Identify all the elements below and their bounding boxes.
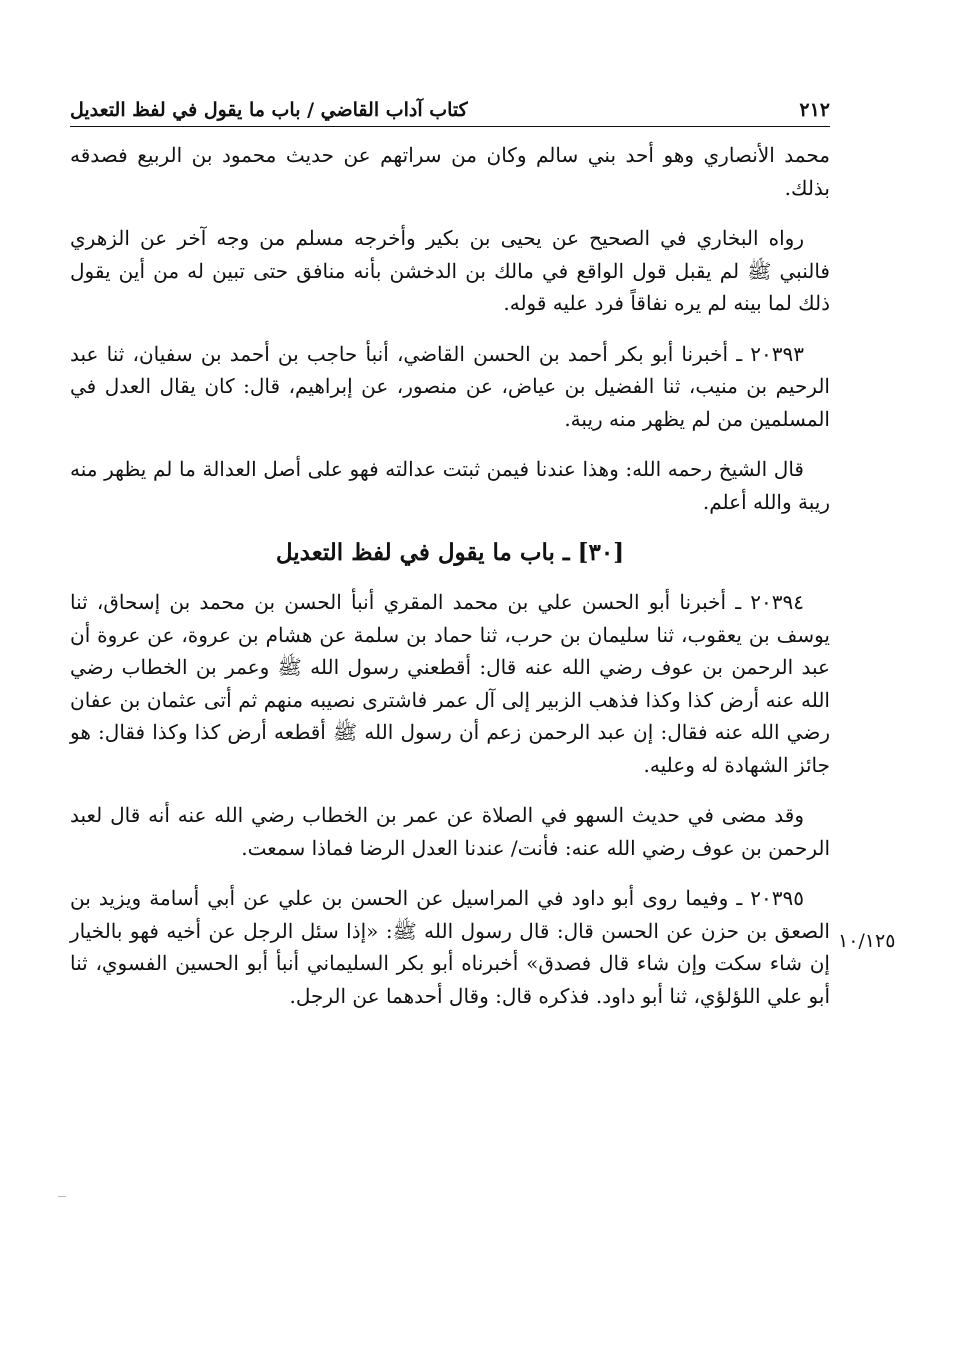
running-title: كتاب آداب القاضي / باب ما يقول في لفظ التعديل: [70, 99, 468, 121]
running-header: [70, 88, 830, 127]
hadith-20394: ٢٠٣٩٤ ـ أخبرنا أبو الحسن علي بن محمد المقري أنبأ الحسن بن محمد بن إسحاق، ثنا يوسف بن يعقوب، ثنا سليمان بن حرب، ثنا حماد بن سلمة عن هشام بن عروة، عن عروة أن عبد الرحمن بن عوف رضي الله عنه قال: أقطعني رسول الله ﷺ وعمر بن الخطاب رضي الله عنه أرض كذا وكذا فذهب الزبير إلى آل عمر فاشترى نصيبه منهم ثم أتى عثمان بن عفان رضي الله عنه فقال: إن عبد الرحمن زعم أن رسول الله ﷺ أقطعه أرض كذا وكذا فقال: هو جائز الشهادة له وعليه.: [70, 590, 830, 777]
hadith-20395: ٢٠٣٩٥ ـ وفيما روى أبو داود في المراسيل عن الحسن بن علي عن أبي أسامة ويزيد بن الصعق بن حزن عن الحسن قال: قال رسول الله ﷺ: «إذا سئل الرجل عن أخيه فهو بالخيار إن شاء سكت وإن شاء قال فصدق» أخبرناه أبو بكر السليماني أنبأ أبو الحسين الفسوي، ثنا أبو علي اللؤلؤي، ثنا أبو داود. فذكره قال: وقال أحدهما عن الرجل.: [70, 886, 830, 1008]
section-heading: [٣٠] ـ باب ما يقول في لفظ التعديل: [275, 539, 625, 566]
margin-reference: ١٠/١٢٥: [838, 930, 896, 952]
page-body: [70, 88, 830, 1030]
paragraph-continuation: محمد الأنصاري وهو أحد بني سالم وكان من سراتهم عن حديث محمود بن الربيع فصدقه بذلك.: [70, 143, 830, 200]
paragraph-sahw: وقد مضى في حديث السهو في الصلاة عن عمر بن الخطاب رضي الله عنه أنه قال لعبد الرحمن بن عوف رضي الله عنه: فأنت/ عندنا العدل الرضا فماذا سمعت.: [70, 803, 830, 860]
hadith-20393: ٢٠٣٩٣ ـ أخبرنا أبو بكر أحمد بن الحسن القاضي، أنبأ حاجب بن أحمد بن سفيان، ثنا عبد الرحيم بن منيب، ثنا الفضيل بن عياض، عن منصور، عن إبراهيم، قال: كان يقال العدل في المسلمين من لم يظهر منه ريبة.: [70, 341, 830, 431]
page-number: ٢١٢: [799, 99, 830, 121]
paragraph-shaykh: قال الشيخ رحمه الله: وهذا عندنا فيمن ثبتت عدالته فهو على أصل العدالة ما لم يظهر منه ريبة والله أعلم.: [70, 457, 830, 514]
margin-tick: [58, 1196, 66, 1197]
paragraph-bukhari: رواه البخاري في الصحيح عن يحيى بن بكير وأخرجه مسلم من وجه آخر عن الزهري فالنبي ﷺ لم يقبل قول الواقع في مالك بن الدخشن بأنه منافق حتى تبين له من أين يقول ذلك لما بينه لم يره نفاقاً فرد عليه قوله.: [70, 226, 830, 315]
